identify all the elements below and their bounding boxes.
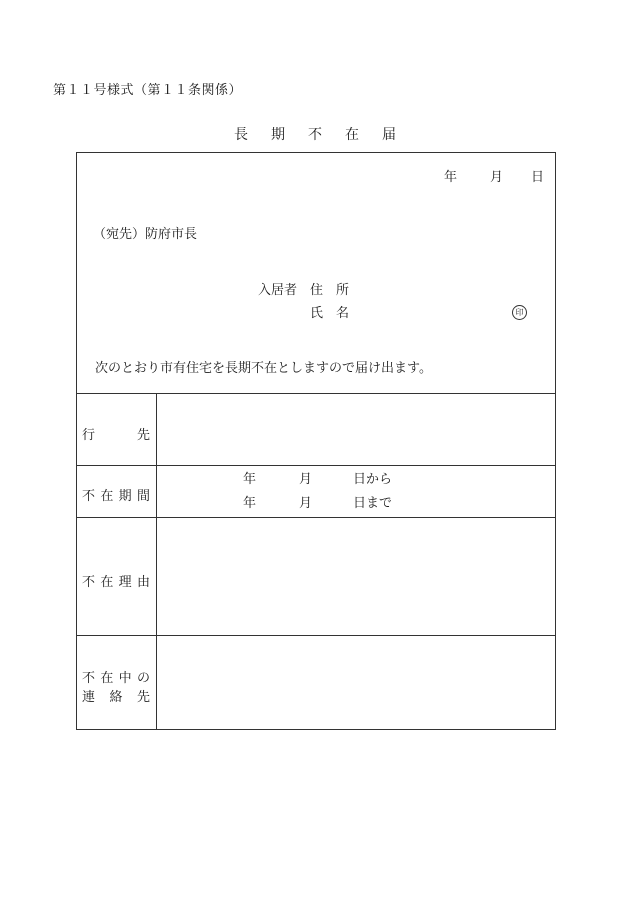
label-char: 行 <box>82 428 96 443</box>
from-day: 日から <box>353 472 393 487</box>
label-char: 在 <box>100 671 114 686</box>
label-char: の <box>136 671 150 686</box>
label-char: 先 <box>136 428 150 443</box>
to-year: 年 <box>243 496 257 511</box>
contact-label-line1 <box>82 667 150 686</box>
form-number: 第１１号様式（第１１条関係） <box>53 83 243 98</box>
date-year[interactable]: 年 <box>444 170 458 185</box>
contact-label-line2 <box>82 686 150 705</box>
title-char: 不 <box>308 127 322 143</box>
label-char: 在 <box>100 489 114 504</box>
label-char: 理 <box>118 575 132 590</box>
date-month[interactable]: 月 <box>490 170 504 185</box>
address-field[interactable] <box>352 280 512 298</box>
seal-mark: 印 <box>512 305 527 320</box>
reason-field[interactable] <box>157 518 555 635</box>
resident-label: 入居者 <box>258 283 298 298</box>
title-char: 在 <box>345 127 359 143</box>
destination-label <box>82 424 150 443</box>
label-char: 不 <box>82 575 96 590</box>
label-char: 在 <box>100 575 114 590</box>
period-from[interactable] <box>243 473 392 486</box>
title-char: 届 <box>382 127 396 143</box>
label-char: 先 <box>136 690 150 705</box>
label-char: 連 <box>82 690 96 705</box>
document-title <box>0 128 630 142</box>
label-char: 絡 <box>109 690 123 705</box>
contact-field[interactable] <box>157 636 555 729</box>
label-char: 間 <box>136 489 150 504</box>
divider <box>76 465 556 466</box>
label-char: 由 <box>136 575 150 590</box>
period-to[interactable] <box>243 497 392 510</box>
label-char: 不 <box>82 671 96 686</box>
name-field[interactable] <box>352 303 502 321</box>
address-label: 住 所 <box>310 283 350 298</box>
from-year: 年 <box>243 472 257 487</box>
to-day: 日まで <box>353 496 393 511</box>
statement-text: 次のとおり市有住宅を長期不在としますので届け出ます。 <box>95 361 432 376</box>
label-char: 不 <box>82 489 96 504</box>
period-label <box>82 485 150 504</box>
title-char: 長 <box>234 127 248 143</box>
destination-field[interactable] <box>157 394 555 465</box>
to-month: 月 <box>299 496 313 511</box>
addressee: （宛先）防府市長 <box>93 227 198 242</box>
label-char: 中 <box>118 671 132 686</box>
reason-label <box>82 571 150 590</box>
name-label: 氏 名 <box>310 306 350 321</box>
label-char: 期 <box>118 489 132 504</box>
date-day[interactable]: 日 <box>531 170 545 185</box>
title-char: 期 <box>271 127 285 143</box>
from-month: 月 <box>299 472 313 487</box>
date-line <box>444 171 544 184</box>
